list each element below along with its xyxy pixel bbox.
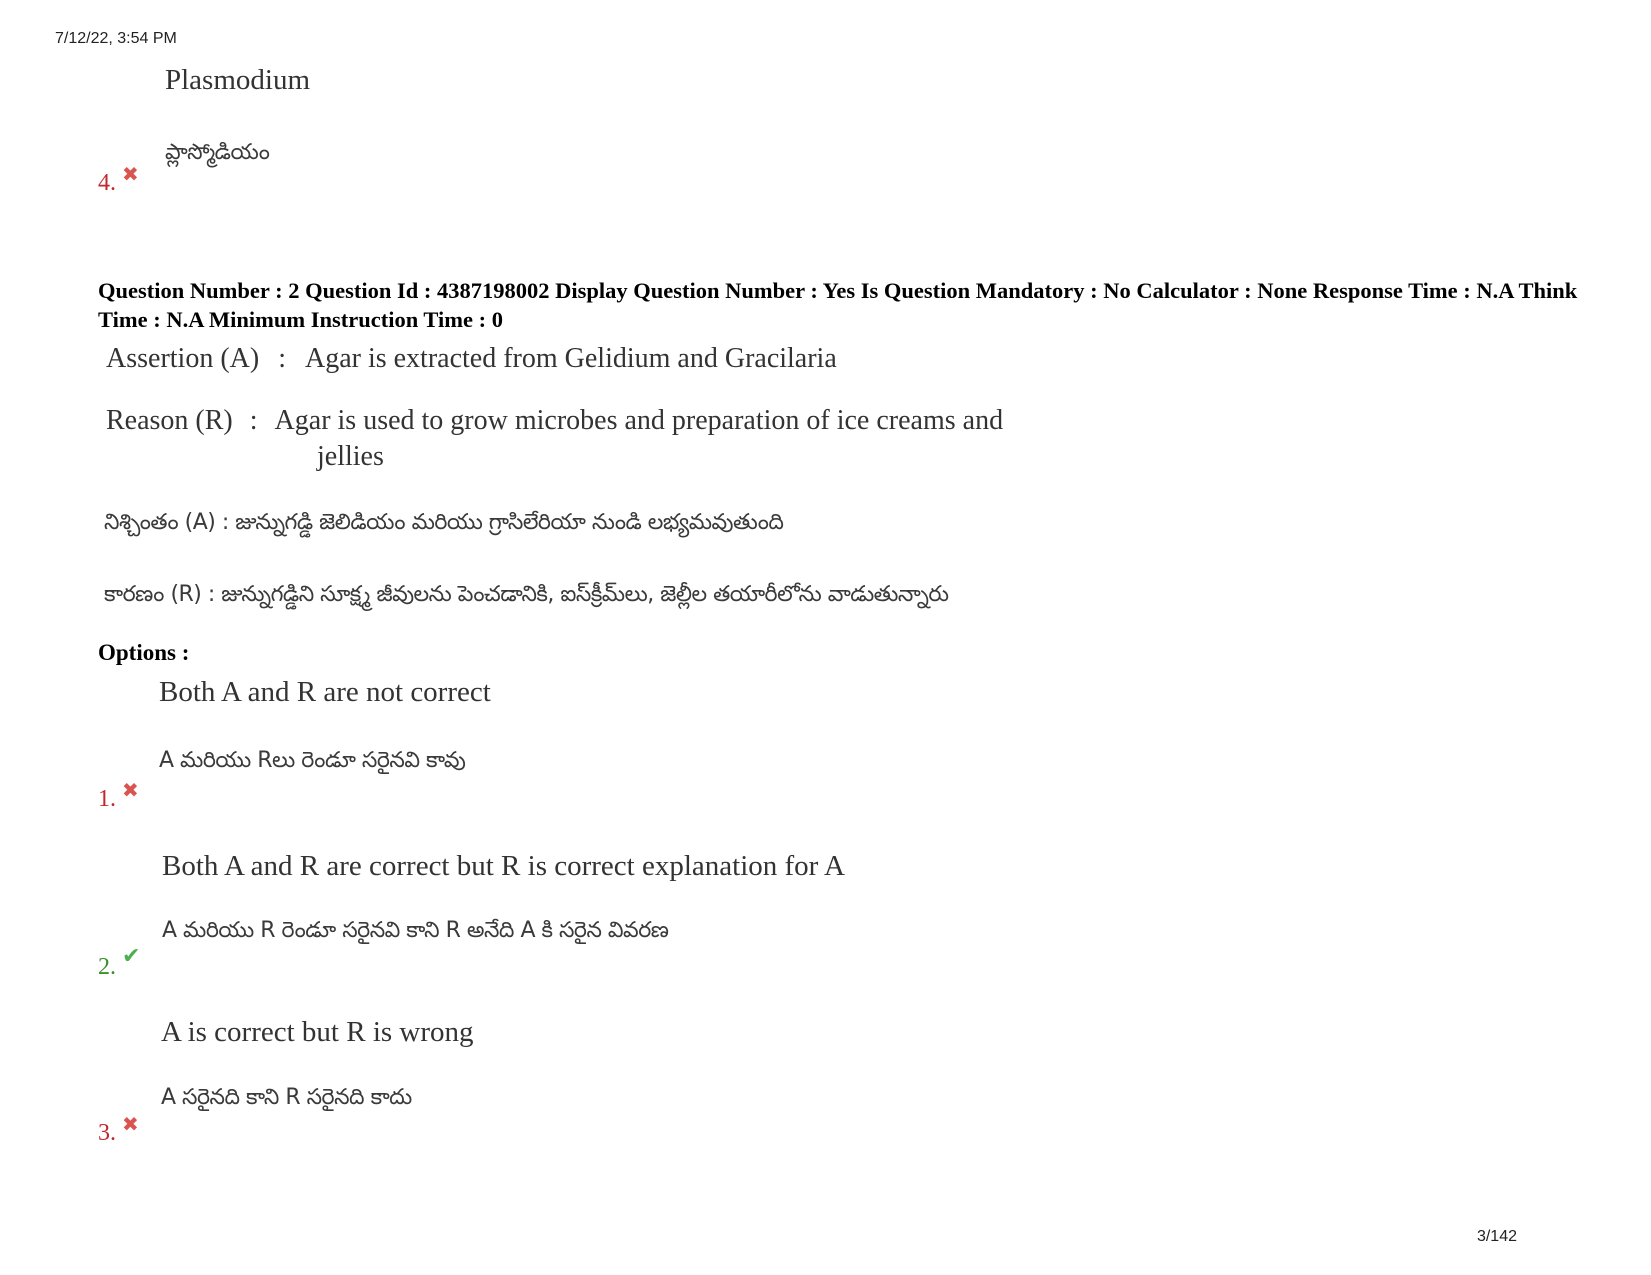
cross-icon: ✖ xyxy=(122,1112,139,1136)
prev-option-number xyxy=(98,162,139,197)
print-timestamp: 7/12/22, 3:54 PM xyxy=(55,30,177,47)
prev-option-text-en: Plasmodium xyxy=(165,64,311,96)
cross-icon: ✖ xyxy=(122,162,139,186)
reason-line xyxy=(106,405,1003,437)
prev-option-text-te: ప్లాస్మోడియం xyxy=(165,140,270,165)
option-1-number xyxy=(98,778,139,813)
check-icon: ✔ xyxy=(122,944,141,969)
option-2-number-label: 2. xyxy=(98,954,116,980)
reason-text-line2: jellies xyxy=(317,441,384,472)
option-3-number xyxy=(98,1112,139,1147)
question-meta: Question Number : 2 Question Id : 4387198002 Display Question Number : Yes Is Question Mandatory : No Calculator : None Response Time : N.A Think Time : N.A Minimum Instruction Time : 0 xyxy=(98,278,1578,332)
assertion-line xyxy=(106,343,837,375)
option-2-text-te: A మరియు R రెండూ సరైనవి కాని R అనేది A కి సరైన వివరణ xyxy=(162,918,669,943)
assertion-te: నిశ్చింతం (A) : జున్నుగడ్డి జెలిడియం మరియు గ్రాసిలేరియా నుండి లభ్యమవుతుంది xyxy=(104,510,784,535)
option-2-number xyxy=(98,944,141,981)
reason-separator: : xyxy=(249,405,258,436)
prev-option-number-label: 4. xyxy=(98,170,116,196)
assertion-label: Assertion (A) xyxy=(106,343,260,374)
option-1-text-te: A మరియు Rలు రెండూ సరైనవి కావు xyxy=(159,748,466,773)
option-3-text-te: A సరైనది కాని R సరైనది కాదు xyxy=(161,1085,412,1110)
option-1-text-en: Both A and R are not correct xyxy=(159,676,491,708)
reason-label: Reason (R) xyxy=(106,405,233,436)
page-number: 3/142 xyxy=(1476,1228,1517,1245)
option-3-number-label: 3. xyxy=(98,1120,116,1146)
cross-icon: ✖ xyxy=(122,778,139,802)
reason-text-line1: Agar is used to grow microbes and preparation of ice creams and xyxy=(274,405,1004,436)
assertion-text: Agar is extracted from Gelidium and Gracilaria xyxy=(304,343,837,374)
option-2-text-en: Both A and R are correct but R is correct explanation for A xyxy=(162,850,845,882)
assertion-separator: : xyxy=(278,343,286,374)
option-3-text-en: A is correct but R is wrong xyxy=(161,1016,474,1048)
option-1-number-label: 1. xyxy=(98,786,116,812)
reason-te: కారణం (R) : జున్నుగడ్డిని సూక్ష్మ జీవులను పెంచడానికి, ఐస్‌క్రీమ్‌లు, జెల్లీల తయారీలోను వాడుతున్నారు xyxy=(104,582,949,607)
options-label: Options : xyxy=(98,640,190,665)
